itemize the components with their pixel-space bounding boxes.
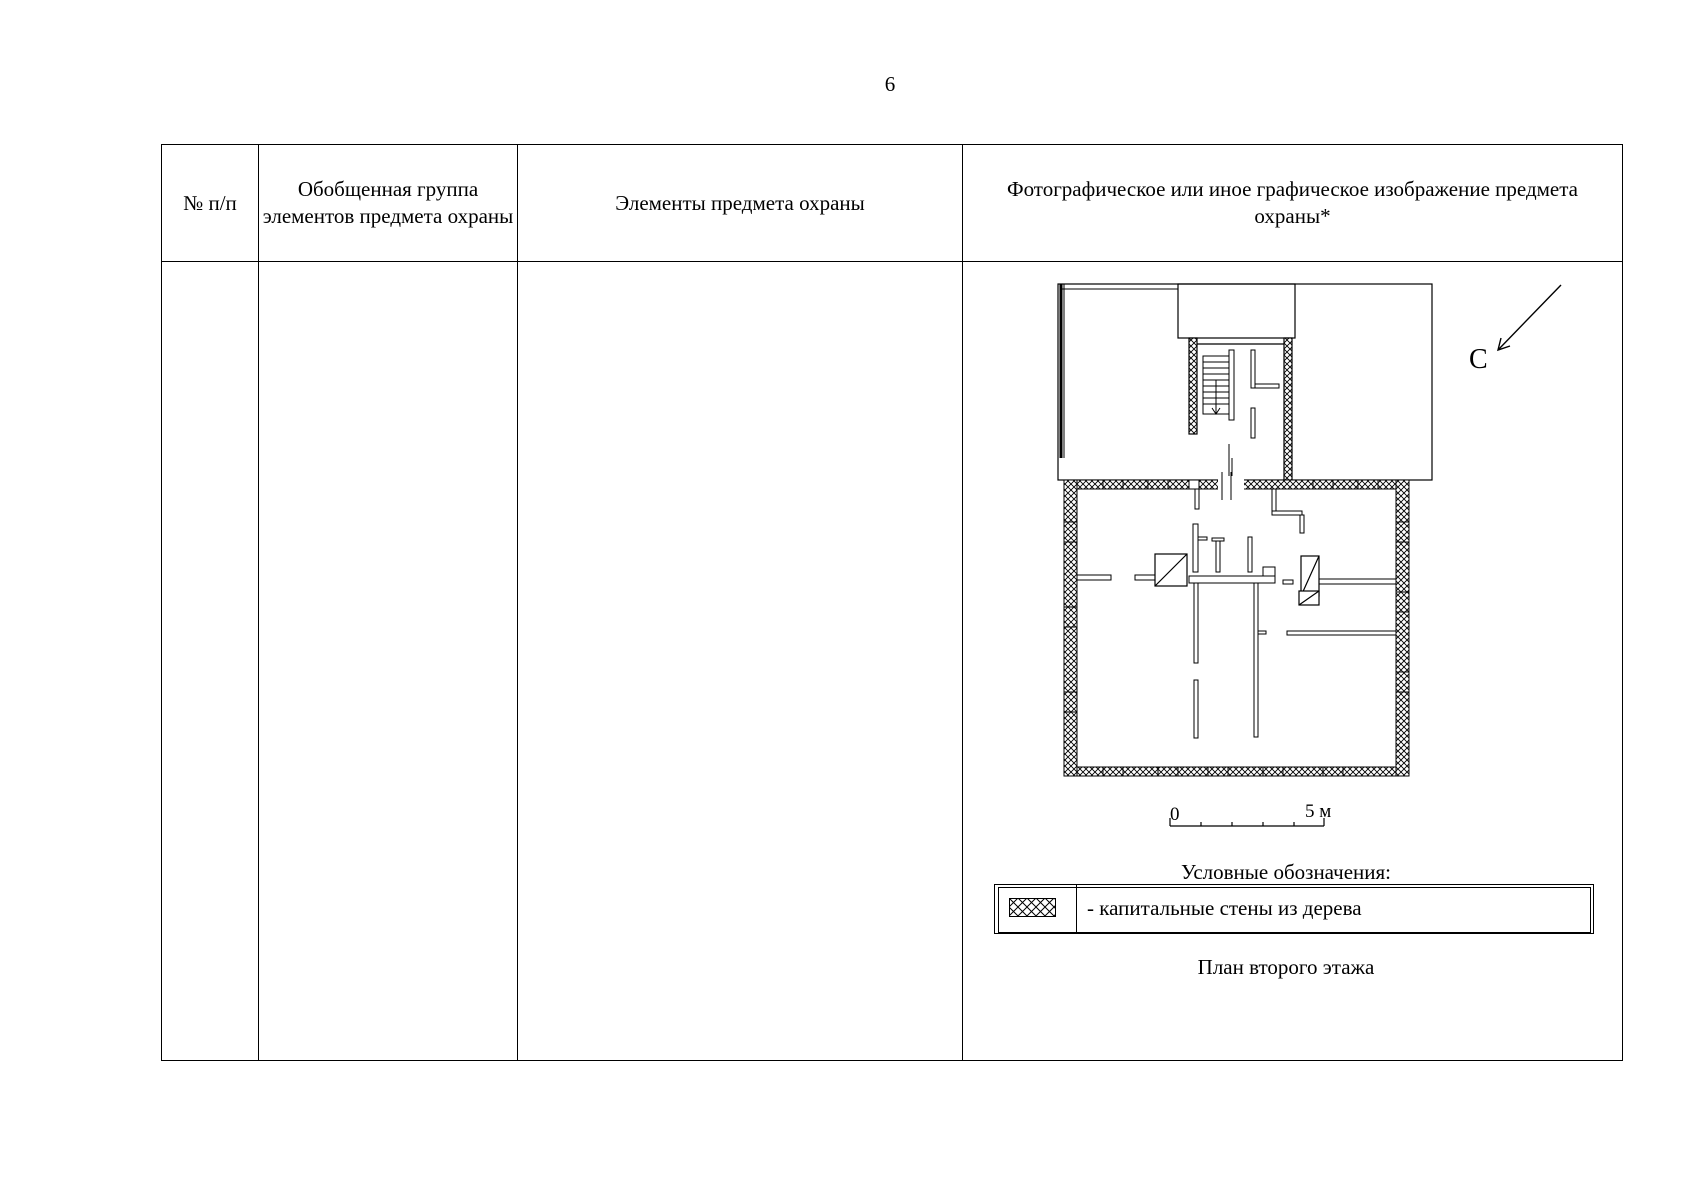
hatch-swatch-icon (1009, 898, 1056, 917)
window-marks (1064, 480, 1409, 776)
cell-element-group (259, 262, 518, 1061)
table-row (162, 262, 1623, 1061)
north-arrow (1498, 285, 1561, 350)
scale-bar (1170, 818, 1324, 826)
header-protection-elements: Элементы предмета охраны (518, 145, 963, 262)
legend-item-label: - капитальные стены из дерева (1087, 896, 1362, 920)
scale-start-label: 0 (1170, 804, 1180, 825)
legend-divider (1076, 885, 1077, 933)
header-element-group: Обобщенная группа элементов предмета охраны (259, 145, 518, 262)
staircase (1203, 350, 1279, 494)
header-number: № п/п (162, 145, 259, 262)
table-header-row (162, 145, 1623, 262)
cell-graphic-image (963, 262, 1623, 1061)
north-label: С (1469, 344, 1488, 375)
legend-title: Условные обозначения: (1180, 860, 1392, 884)
plan-caption: План второго этажа (1197, 955, 1375, 979)
legend-box (994, 884, 1594, 934)
page-number: 6 (884, 72, 896, 96)
header-graphic-image: Фотографическое или иное графическое изображение предмета охраны* (963, 145, 1623, 262)
floor-plan-drawing (963, 262, 1623, 1062)
scale-end-label: 5 м (1305, 801, 1332, 822)
capital-walls (1064, 472, 1409, 776)
interior-partitions (1077, 489, 1396, 738)
annex-outline (1058, 284, 1432, 480)
protection-subject-table (161, 144, 1623, 1061)
cell-number (162, 262, 259, 1061)
cell-protection-elements (518, 262, 963, 1061)
